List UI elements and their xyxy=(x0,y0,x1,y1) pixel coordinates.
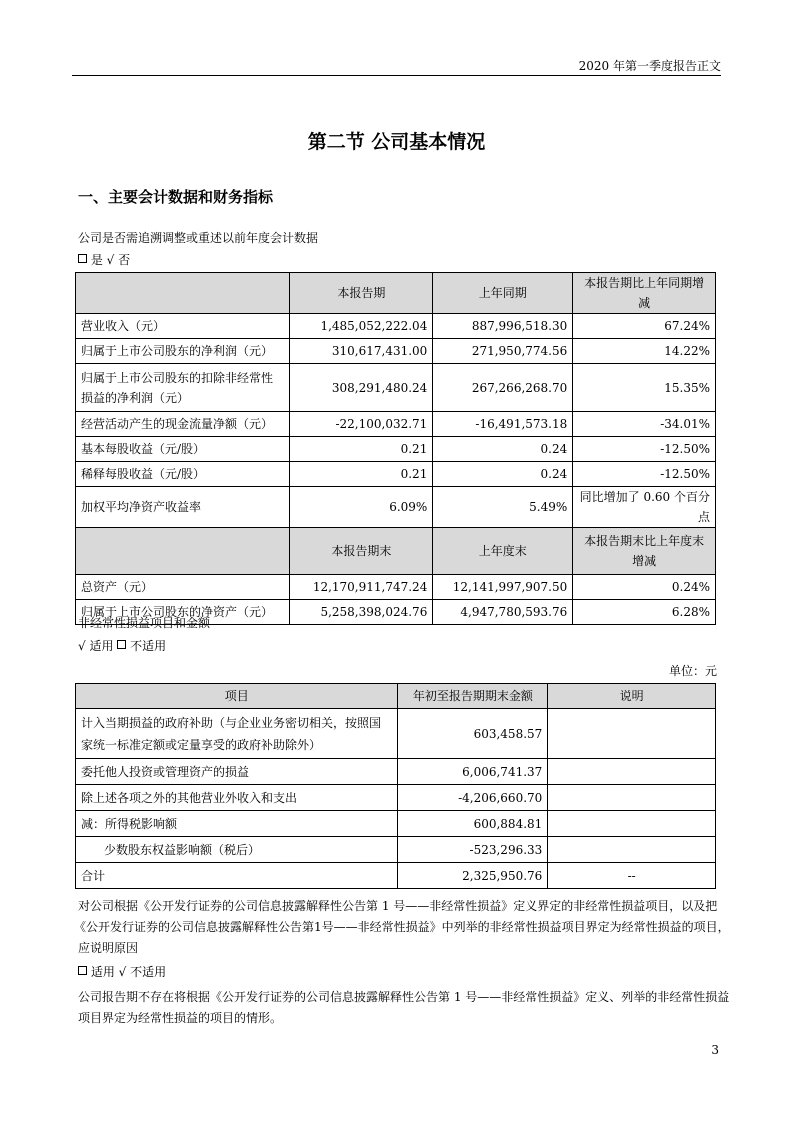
table-header-row xyxy=(76,273,716,314)
section-title: 第二节 公司基本情况 xyxy=(307,131,486,153)
nonrecurring-title: 非经常性损益项目和金额 xyxy=(78,616,211,630)
col-current-period: 本报告期 xyxy=(290,273,433,314)
restatement-answer xyxy=(78,251,130,268)
checkbox-icon xyxy=(78,966,87,975)
heading-key-data: 一、主要会计数据和财务指标 xyxy=(78,188,274,206)
checkbox-icon xyxy=(117,640,126,649)
table-row: 少数股东权益影响额（税后） -523,296.33 xyxy=(76,837,716,863)
table-row: 总资产（元） 12,170,911,747.24 12,141,997,907.50 0.24% xyxy=(76,575,716,600)
table-row: 委托他人投资或管理资产的损益 6,006,741.37 xyxy=(76,759,716,785)
table-row: 基本每股收益（元/股） 0.21 0.24 -12.50% xyxy=(76,437,716,462)
col-prior-year-end: 上年度末 xyxy=(433,528,573,575)
col-period-end: 本报告期末 xyxy=(290,528,433,575)
restatement-answer-text: 是 √ 否 xyxy=(90,253,131,267)
check-applicable-2-text: 适用 √ 不适用 xyxy=(90,965,167,979)
table-row: 归属于上市公司股东的净利润（元） 310,617,431.00 271,950,774.56 14.22% xyxy=(76,339,716,364)
table-row: 加权平均净资产收益率 6.09% 5.49% 同比增加了 0.60 个百分点 xyxy=(76,487,716,528)
para-explanation-line1: 对公司根据《公开发行证券的公司信息披露解释性公告第 1 号——非经常性损益》定义界定的非经常性损益项目，以及把 xyxy=(78,899,718,913)
checkbox-icon xyxy=(78,254,87,263)
nonrecurring-applicable xyxy=(78,637,166,654)
para-statement-line2: 项目界定为经常性损益的项目的情形。 xyxy=(78,1011,283,1025)
table-row: 营业收入（元） 1,485,052,222.04 887,996,518.30 67.24% xyxy=(76,314,716,339)
col-change-vs-year-end: 本报告期末比上年度末增减 xyxy=(573,528,716,575)
col-note: 说明 xyxy=(548,684,716,709)
applicable-text: √ 适用 xyxy=(78,639,118,653)
table-row: 计入当期损益的政府补助（与企业业务密切相关，按照国家统一标准定额或定量享受的政府补助除外） 603,458.57 xyxy=(76,709,716,759)
not-applicable-text: 不适用 xyxy=(126,639,167,653)
key-financial-table xyxy=(75,272,716,625)
table-row: 合计 2,325,950.76 -- xyxy=(76,863,716,889)
header-rule xyxy=(72,75,721,76)
col-prior-period: 上年同期 xyxy=(433,273,573,314)
para-explanation-line3: 应说明原因 xyxy=(78,941,139,955)
unit-label: 单位：元 xyxy=(668,664,717,678)
para-explanation-line2: 《公开发行证券的公司信息披露解释性公告第1号——非经常性损益》中列举的非经常性损益项目界定为经常性损益的项目， xyxy=(74,920,730,934)
page-number: 3 xyxy=(711,1043,719,1057)
col-item: 项目 xyxy=(76,684,398,709)
col-change: 本报告期比上年同期增减 xyxy=(573,273,716,314)
table-row: 归属于上市公司股东的扣除非经常性损益的净利润（元） 308,291,480.24 267,266,268.70 15.35% xyxy=(76,364,716,412)
table-header-row xyxy=(76,684,716,709)
nonrecurring-table xyxy=(75,683,716,889)
col-amount: 年初至报告期期末金额 xyxy=(398,684,548,709)
page-header: 2020 年第一季度报告正文 xyxy=(578,59,721,73)
table-row: 经营活动产生的现金流量净额（元） -22,100,032.71 -16,491,573.18 -34.01% xyxy=(76,412,716,437)
para-statement-line1: 公司报告期不存在将根据《公开发行证券的公司信息披露解释性公告第 1 号——非经常性损益》定义、列举的非经常性损益 xyxy=(78,990,730,1004)
check-applicable-2 xyxy=(78,963,166,980)
table-row: 归属于上市公司股东的净资产（元） 5,258,398,024.76 4,947,780,593.76 6.28% xyxy=(76,600,716,625)
restatement-question: 公司是否需追溯调整或重述以前年度会计数据 xyxy=(78,231,319,245)
table-row: 减：所得税影响额 600,884.81 xyxy=(76,811,716,837)
table-row: 稀释每股收益（元/股） 0.21 0.24 -12.50% xyxy=(76,462,716,487)
table-header-row xyxy=(76,528,716,575)
table-row: 除上述各项之外的其他营业外收入和支出 -4,206,660.70 xyxy=(76,785,716,811)
